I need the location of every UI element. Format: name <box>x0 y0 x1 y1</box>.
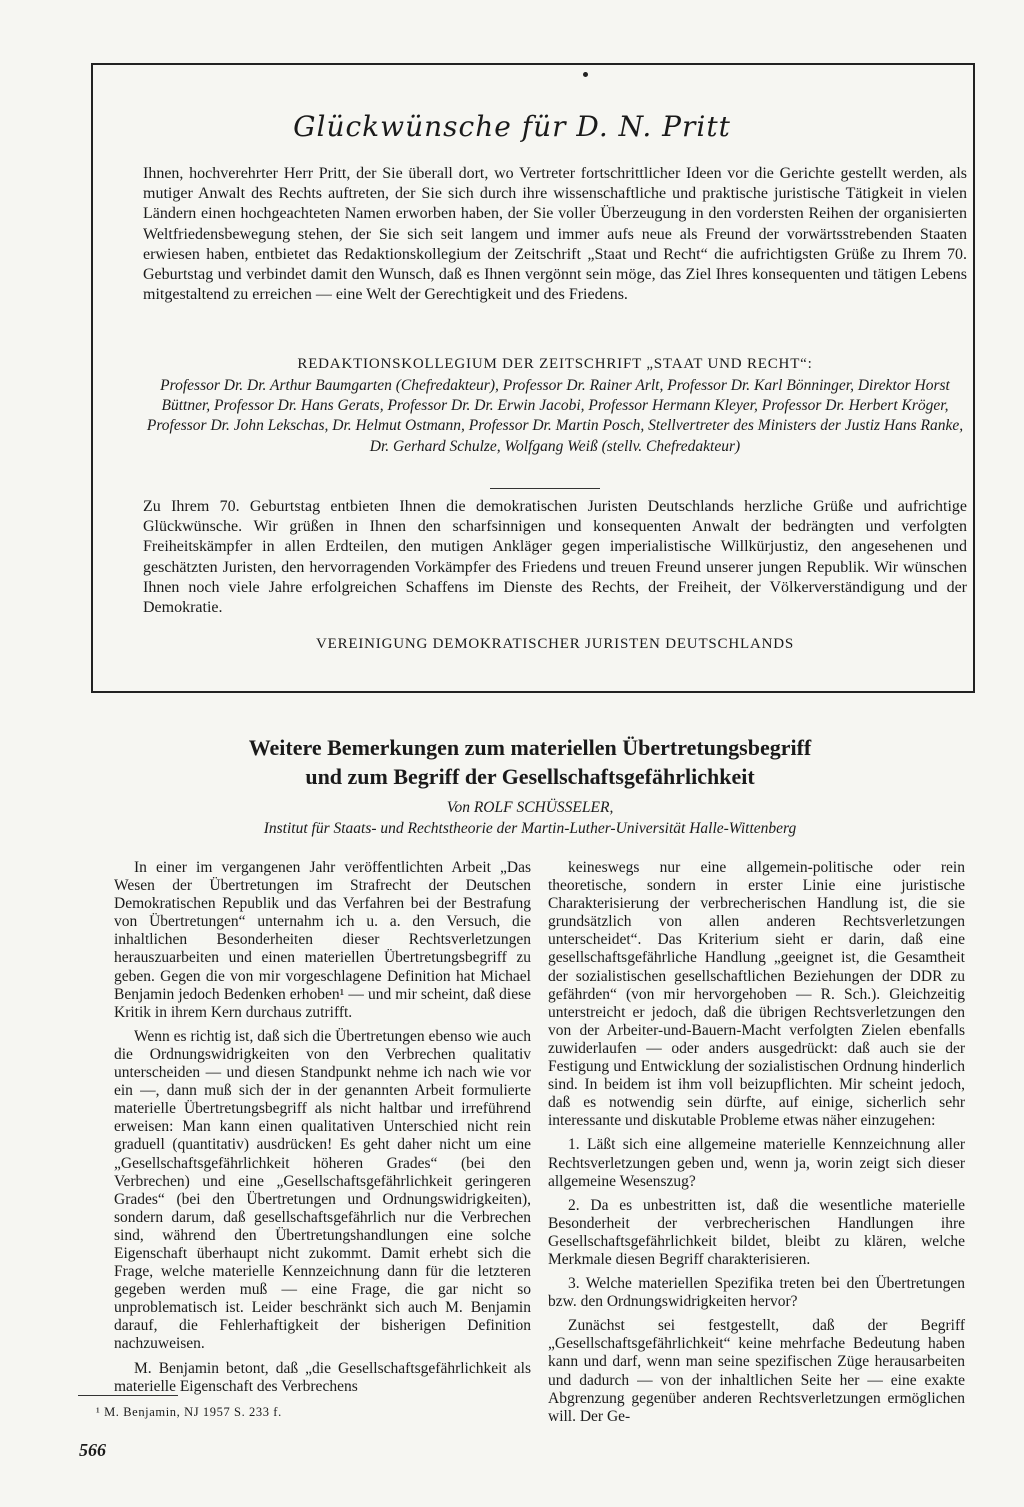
footnote-rule <box>78 1395 178 1396</box>
article-author: Von ROLF SCHÜSSELER, <box>446 799 614 816</box>
association-signature: VEREINIGUNG DEMOKRATISCHER JURISTEN DEUTSCHLANDS <box>316 636 794 652</box>
greeting-paragraph: Ihnen, hochverehrter Herr Pritt, der Sie überall dort, wo Vertreter fortschrittlicher Ideen vor die Gerichte gestellt werden, als mutiger Anwalt des Rechts auftreten, der Sie sich durch ihre wissenschaftliche und praktische juristische Tätigkeit in vielen Ländern einen hochgeachteten Namen erworben haben, der Sie voller Überzeugung in den vordersten Reihen der organisierten Weltfriedensbewegung stehen, der Sie sich seit langem und immer aufs neue als Freund der vorwärtsstrebenden Staaten erwiesen haben, entbietet das Redaktionskollegium der Zeitschrift „Staat und Recht“ die aufrichtigsten Grüße zu Ihrem 70. Geburtstag und verbindet damit den Wunsch, daß es Ihnen vergönnt sein möge, das Ziel Ihres konsequenten und tätigen Lebens mitgestaltend zu erreichen — eine Welt der Gerechtigkeit und des Friedens. <box>143 165 967 304</box>
paragraph: Wenn es richtig ist, daß sich die Übertretungen ebenso wie auch die Ordnungswidrigkeiten von den Verbrechen qualitativ unterscheiden — und diesen Standpunkt nehme ich nach wie vor ein —, dann muß sich der in der genannten Arbeit formulierte materielle Übertretungsbegriff als nicht haltbar und irreführend erweisen: Man kann einen qualitativen Unterschied nicht rein graduell (quantitativ) ausdrücken! Es geht daher nicht um eine „Gesellschaftsgefährlichkeit höheren Grades“ (bei den Verbrechen) und eine „Gesellschaftsgefährlichkeit geringeren Grades“ (bei den Übertretungen und Ordnungswidrigkeiten), sondern darum, daß gesellschaftsgefährlich nur die Verbrechen sind, während den Übertretungshandlungen eine solche Eigenschaft überhaupt nicht zukommt. Damit erhebt sich die Frage, welche materielle Kennzeichnung dann für die letzteren gegeben werden muß — eine Frage, die gar nicht so unproblematisch ist. Leider beschränkt sich auch M. Benjamin darauf, die Fehlerhaftigkeit der bisherigen Definition nachzuweisen. <box>114 1027 531 1353</box>
article-affiliation: Institut für Staats- und Rechtstheorie der Martin-Luther-Universität Halle-Wittenberg <box>263 820 797 837</box>
editorial-board-names: Professor Dr. Dr. Arthur Baumgarten (Chefredakteur), Professor Dr. Rainer Arlt, Professor Dr. Karl Bönninger, Direktor Horst Büttner, Professor Dr. Hans Gerats, Professor Dr. Dr. Erwin Jacobi, Professor Hermann Kleyer, Professor Dr. Herbert Kröger, Professor Dr. John Lekschas, Dr. Helmut Ostmann, Professor Dr. Martin Posch, Stellvertreter des Ministers der Justiz Hans Ranke, Dr. Gerhard Schulze, Wolfgang Weiß (stellv. Chefredakteur) <box>146 377 964 455</box>
right-column <box>548 859 965 1432</box>
paragraph: 2. Da es unbestritten ist, daß die wesentliche materielle Besonderheit der verbrecherischen Handlungen ihre Gesellschaftsgefährlichkeit bildet, bleibt zu klären, welche Merkmale diesen Begriff charakterisieren. <box>548 1196 965 1268</box>
paragraph: Zunächst sei festgestellt, daß der Begriff „Gesellschaftsgefährlichkeit“ keine mehrfache Bedeutung haben kann und darf, wenn man seine spezifischen Züge herausarbeiten und dadurch — von der inhaltlichen Seite her — eine exakte Abgrenzung gegenüber anderen Rechtsverletzungen ermöglichen will. Der Ge- <box>548 1317 965 1425</box>
divider <box>490 488 600 489</box>
page-number: 566 <box>79 1440 106 1460</box>
editorial-board-heading: REDAKTIONSKOLLEGIUM DER ZEITSCHRIFT „STAAT UND RECHT“: <box>297 356 813 372</box>
article-title-line2: und zum Begriff der Gesellschaftsgefährlichkeit <box>305 764 755 789</box>
paragraph: 3. Welche materiellen Spezifika treten bei den Übertretungen bzw. den Ordnungswidrigkeiten hervor? <box>548 1275 965 1311</box>
article-title <box>120 733 940 791</box>
paragraph: In einer im vergangenen Jahr veröffentlichten Arbeit „Das Wesen der Übertretungen im Strafrecht der Deutschen Demokratischen Republik und das Verfahren bei der Bestrafung von Übertretungen“ unternahm ich u. a. den Versuch, die inhaltlichen Besonderheiten dieser Rechtsverletzungen herauszuarbeiten und einen materiellen Übertretungsbegriff zu geben. Gegen die von mir vorgeschlagene Definition hat Michael Benjamin jedoch Bedenken erhoben¹ — und mir scheint, daß diese Kritik in ihrem Kern durchaus zutrifft. <box>114 859 531 1021</box>
paragraph: keineswegs nur eine allgemein-politische oder rein theoretische, sondern in erster Linie eine juristische Charakterisierung der verbrecherischen Handlung ist, die sie grundsätzlich von allen anderen Rechtsverletzungen unterscheidet“. Das Kriterium sieht er darin, daß eine gesellschaftsgefährliche Handlung „geeignet ist, die Gesamtheit der sozialistischen gesellschaftlichen Beziehungen der DDR zu gefährden“ (von mir hervorgehoben — R. Sch.). Gleichzeitig unterstreicht er jedoch, daß die übrigen Rechtsverletzungen den von der Arbeiter-und-Bauern-Macht verfolgten Zielen ebenfalls zuwiderlaufen — oder anders ausgedrückt: daß auch sie der Festigung und Entwicklung der sozialistischen Ordnung hinderlich sind. In beidem ist ihm voll beizupflichten. Mir scheint jedoch, daß es notwendig sein dürfte, auf einige, sicherlich sehr interessante und diskutable Probleme etwas näher einzugehen: <box>548 859 965 1130</box>
paragraph: M. Benjamin betont, daß „die Gesellschaftsgefährlichkeit als materielle Eigenschaft des Verbrechens <box>114 1359 531 1395</box>
association-paragraph: Zu Ihrem 70. Geburtstag entbieten Ihnen die demokratischen Juristen Deutschlands herzliche Grüße und aufrichtige Glückwünsche. Wir grüßen in Ihnen den scharfsinnigen und konsequenten Anwalt der bedrängten und verfolgten Freiheitskämpfer in allen Erdteilen, den mutigen Ankläger gegen imperialistische Willkürjustiz, den angesehenen und geschätzten Juristen, den hervorragenden Vorkämpfer des Friedens und treuen Freund unserer jungen Republik. Wir wünschen Ihnen noch viele Jahre erfolgreichen Schaffens im Dienste des Rechts, der Freiheit, der Völkerverständigung und der Demokratie. <box>143 498 967 617</box>
left-column <box>114 859 531 1402</box>
greeting-title: Glückwünsche für D. N. Pritt <box>293 110 731 143</box>
article-byline <box>120 797 940 839</box>
footnote: ¹ M. Benjamin, NJ 1957 S. 233 f. <box>96 1405 282 1419</box>
paragraph: 1. Läßt sich eine allgemeine materielle Kennzeichnung aller Rechtsverletzungen geben und, wenn ja, worin zeigt sich dieser allgemeine Wesenszug? <box>548 1136 965 1190</box>
article-title-line1: Weitere Bemerkungen zum materiellen Übertretungsbegriff <box>248 735 812 760</box>
